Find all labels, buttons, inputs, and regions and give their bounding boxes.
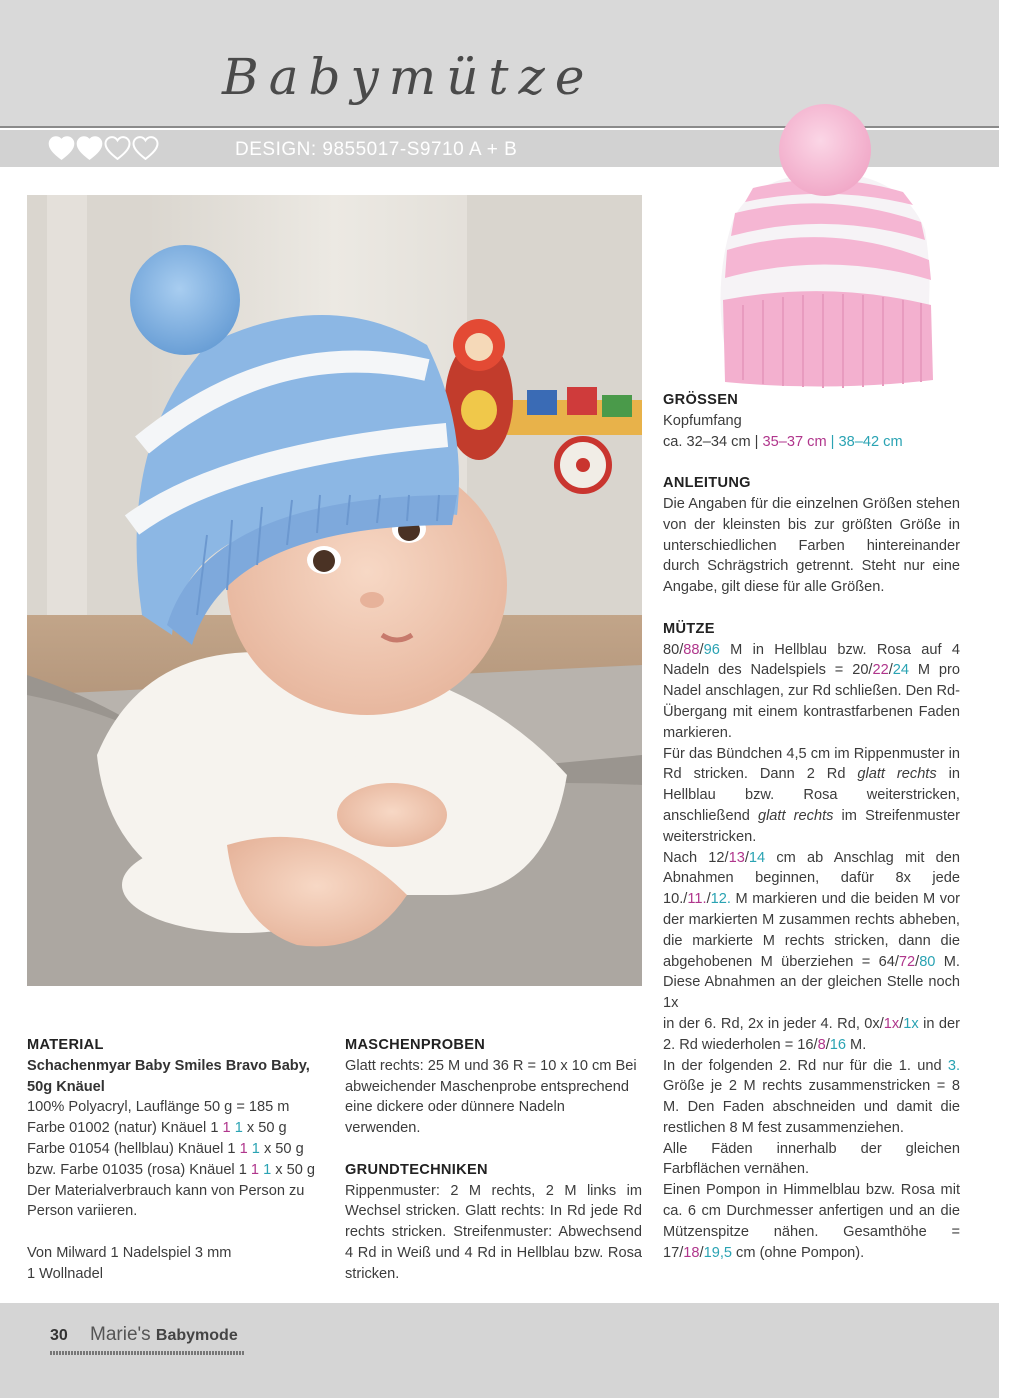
section-heading-grundtechniken: GRUNDTECHNIKEN (345, 1161, 488, 1178)
anleitung-text: Die Angaben für die einzelnen Größen stehen von der kleinsten bis zur größten Größe in unterschiedlichen Farben hintereinander durch Schrägstrich getrennt. Steht nur eine Angabe, gilt diese für alle Größen. (663, 495, 960, 596)
page-title: Babymütze (222, 48, 595, 106)
footer-dotted-rule (50, 1351, 244, 1355)
section-heading-anleitung: ANLEITUNG (663, 475, 751, 492)
difficulty-rating (48, 136, 159, 160)
material-line: bzw. Farbe 01035 (rosa) Knäuel 1 1 1 x 50 g (27, 1161, 316, 1178)
yarn-name: Schachenmyar Baby Smiles Bravo Baby, 50g Knäuel (27, 1057, 310, 1095)
section-heading-groessen: GRÖSSEN (663, 392, 739, 408)
muetze-paragraph: Nach 12/13/14 cm ab Anschlag mit den Abnahmen beginnen, dafür 8x jede 10./11./12. M markieren und die beiden M vor der markierten M zusammen rechts abheben, die markierte M rechts stricken, dann die abgehobenen M überziehen = 64/72/80 M. Diese Abnahmen an der gleichen Stelle noch 1x (663, 849, 960, 1012)
section-heading-maschenproben: MASCHENPROBEN (345, 1037, 486, 1053)
grundtechniken-text: Rippenmuster: 2 M rechts, 2 M links im Wechsel stricken. Glatt rechts: In Rd jede Rd rechts stricken. Streifenmuster: Abwechsend 4 Rd in Weiß und 4 Rd in Hellblau bzw. Rosa stricken. (345, 1182, 642, 1282)
section-heading-material: MATERIAL (27, 1037, 104, 1053)
page-number: 30 (50, 1327, 68, 1344)
muetze-paragraph: in der 6. Rd, 2x in jeder 4. Rd, 0x/1x/1x in der 2. Rd wiederholen = 16/8/16 M. (663, 1015, 960, 1053)
maschenproben-text: Glatt rechts: 25 M und 36 R = 10 x 10 cm Bei abweichender Maschenprobe entsprechend eine dickere oder dünnere Nadeln verwenden. (345, 1057, 637, 1137)
muetze-paragraph: Alle Fäden innerhalb der gleichen Farbflächen vernähen. (663, 1140, 960, 1178)
material-line: 1 Wollnadel (27, 1265, 103, 1282)
photo-pink-hat (713, 100, 943, 390)
heart-filled-icon (76, 136, 103, 160)
design-code: DESIGN: 9855017-S9710 A + B (235, 139, 518, 160)
heart-outline-icon (104, 136, 131, 160)
magazine-brand: Marie's Babymode (90, 1324, 238, 1345)
material-line: Farbe 01002 (natur) Knäuel 1 1 1 x 50 g (27, 1120, 287, 1137)
heart-filled-icon (48, 136, 75, 160)
material-line: Von Milward 1 Nadelspiel 3 mm (27, 1244, 232, 1261)
size-values: ca. 32–34 cm | 35–37 cm | 38–42 cm (663, 433, 903, 450)
material-line: 100% Polyacryl, Lauflänge 50 g = 185 m (27, 1099, 290, 1116)
size-label: Kopfumfang (663, 412, 742, 429)
material-column (27, 1035, 325, 1285)
muetze-paragraph: 80/88/96 M in Hellblau bzw. Rosa auf 4 Nadeln des Nadelspiels = 20/22/24 M pro Nadel anschlagen, zur Rd schließen. Den Rd-Übergang mit einem kontrastfarbenen Faden markieren. (663, 641, 961, 741)
right-column (663, 390, 960, 1263)
technique-column (345, 1035, 642, 1285)
muetze-paragraph: Für das Bündchen 4,5 cm im Rippenmuster in Rd stricken. Dann 2 Rd glatt rechts in Hellblau bzw. Rosa weiterstricken, anschließend glatt rechts im Streifenmuster weiterstricken. (663, 745, 960, 845)
muetze-paragraph: In der folgenden 2. Rd nur für die 1. und 3. Größe je 2 M rechts zusammenstricken = 8 M. Den Faden abschneiden und damit die restlichen 8 M fest zusammenziehen. (663, 1057, 960, 1136)
material-line: Farbe 01054 (hellblau) Knäuel 1 1 1 x 50 g (27, 1140, 304, 1157)
heart-outline-icon (132, 136, 159, 160)
muetze-paragraph: Einen Pompon in Himmelblau bzw. Rosa mit ca. 6 cm Durchmesser anfertigen und an die Mützenspitze nähen. Gesamthöhe = 17/18/19,5 cm (ohne Pompon). (663, 1182, 960, 1261)
section-heading-muetze: MÜTZE (663, 620, 715, 637)
material-line: Der Materialverbrauch kann von Person zu Person variieren. (27, 1182, 305, 1220)
photo-baby-blue-hat (27, 195, 642, 986)
